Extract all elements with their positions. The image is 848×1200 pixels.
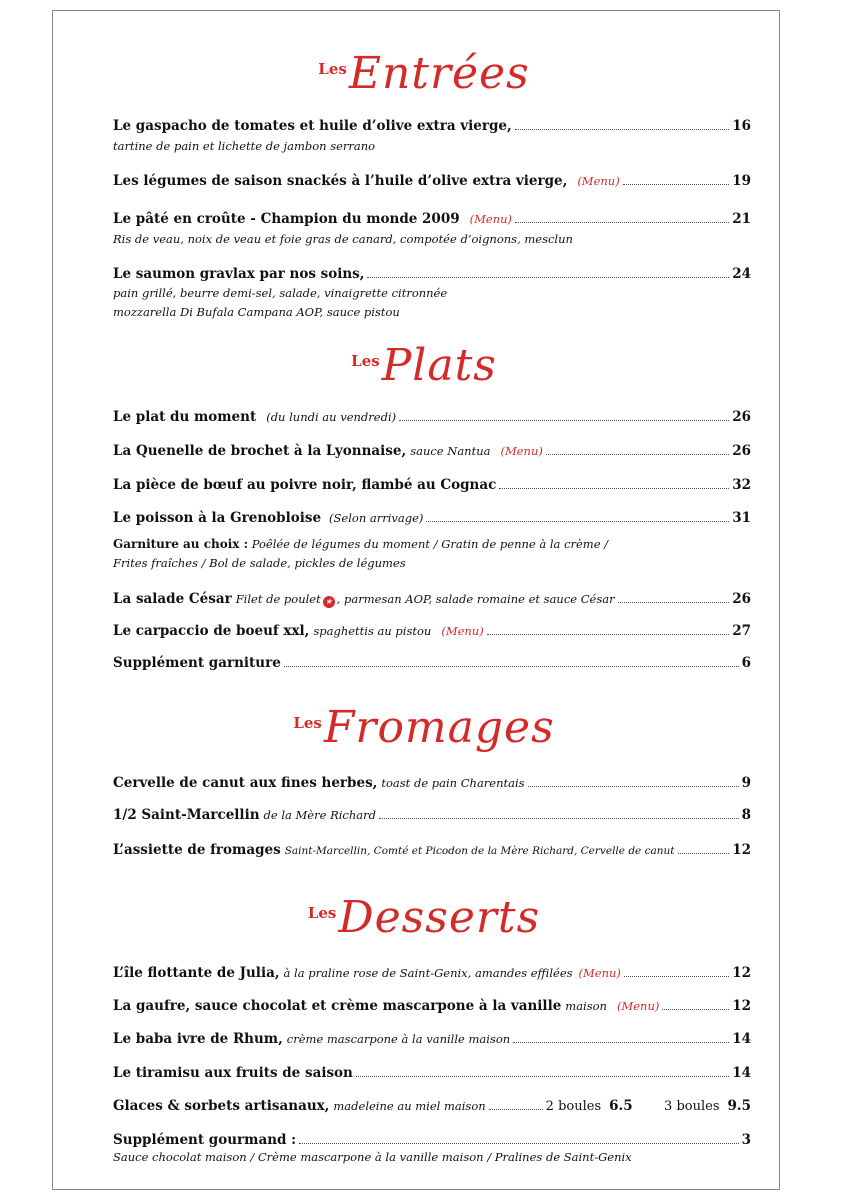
heading-les: Les	[318, 60, 347, 78]
menu-item	[113, 173, 751, 189]
item-note: de la Mère Richard	[263, 808, 376, 822]
item-note: sauce Nantua	[410, 444, 491, 458]
menu-item	[113, 118, 751, 156]
item-note-part: , parmesan AOP, salade romaine et sauce César	[336, 592, 615, 606]
dot-leader	[618, 602, 730, 603]
item-name: Le pâté en croûte - Champion du monde 2009	[113, 211, 460, 227]
menu-tag: (Menu)	[500, 444, 543, 458]
two-scoops-price: 6.5	[609, 1098, 633, 1114]
item-note: (Selon arrivage)	[329, 511, 424, 525]
dot-leader	[623, 184, 730, 185]
item-price: 3	[741, 1132, 751, 1148]
item-price: 31	[732, 510, 751, 526]
menu-item	[113, 623, 751, 639]
heading-title: Desserts	[338, 892, 541, 943]
garniture-options: Frites fraîches / Bol de salade, pickles de légumes	[113, 556, 406, 570]
dot-leader	[489, 1109, 543, 1110]
menu-item	[113, 409, 751, 425]
item-price: 12	[732, 998, 751, 1014]
item-name: Le baba ivre de Rhum,	[113, 1031, 283, 1047]
heading-title: Plats	[381, 340, 497, 391]
dot-leader	[624, 976, 729, 977]
item-name: L’assiette de fromages	[113, 842, 281, 858]
dot-leader	[487, 634, 730, 635]
item-price: 6	[741, 655, 751, 671]
dot-leader	[426, 521, 729, 522]
item-note: spaghettis au pistou	[313, 624, 432, 638]
item-price: 21	[732, 211, 751, 227]
menu-item	[113, 1098, 751, 1114]
menu-item	[113, 842, 751, 858]
dot-leader	[367, 277, 729, 278]
menu-tag: (Menu)	[441, 624, 484, 638]
menu-tag: (Menu)	[578, 966, 621, 980]
item-name: L’île flottante de Julia,	[113, 965, 280, 981]
dot-leader	[528, 786, 739, 787]
item-price: 12	[732, 965, 751, 981]
item-name: Le poisson à la Grenobloise	[113, 510, 322, 526]
menu-item	[113, 775, 751, 791]
section-heading-plats	[0, 340, 848, 391]
garniture-choices	[113, 535, 751, 573]
item-name: Le plat du moment	[113, 409, 257, 425]
heading-les: Les	[307, 904, 337, 922]
item-name: La salade César	[113, 591, 232, 607]
menu-item	[113, 1065, 751, 1081]
item-note: (du lundi au vendredi)	[266, 410, 397, 424]
item-price: 8	[741, 807, 751, 823]
item-name: Le tiramisu aux fruits de saison	[113, 1065, 353, 1081]
menu-item	[113, 655, 751, 671]
item-price: 19	[732, 173, 751, 189]
item-description: tartine de pain et lichette de jambon serrano	[113, 139, 376, 153]
item-name: La gaufre, sauce chocolat et crème mascarpone à la vanille	[113, 998, 562, 1014]
heading-les: Les	[293, 714, 322, 732]
menu-item	[113, 591, 751, 608]
item-price: 9	[741, 775, 751, 791]
dot-leader	[678, 853, 730, 854]
item-note: madeleine au miel maison	[333, 1099, 486, 1113]
item-name: Glaces & sorbets artisanaux,	[113, 1098, 330, 1114]
item-name: Supplément gourmand :	[113, 1132, 297, 1148]
heading-title: Fromages	[323, 702, 555, 753]
item-description: mozzarella Di Bufala Campana AOP, sauce pistou	[113, 305, 400, 319]
item-description: Ris de veau, noix de veau et foie gras de canard, compotée d’oignons, mesclun	[113, 232, 573, 246]
item-note: maison	[565, 999, 607, 1013]
garniture-options: Poêlée de légumes du moment / Gratin de penne à la crème /	[251, 537, 609, 551]
dot-leader	[546, 454, 729, 455]
item-note: crème mascarpone à la vanille maison	[286, 1032, 511, 1046]
chef-badge-icon: ★	[323, 596, 335, 608]
menu-item	[113, 1031, 751, 1047]
item-description: pain grillé, beurre demi-sel, salade, vinaigrette citronnée	[113, 286, 448, 300]
menu-item	[113, 443, 751, 459]
garniture-label: Garniture au choix :	[113, 537, 249, 551]
item-price: 32	[732, 477, 751, 493]
menu-item	[113, 998, 751, 1014]
menu-tag: (Menu)	[616, 999, 660, 1013]
item-name: Le carpaccio de boeuf xxl,	[113, 623, 310, 639]
menu-item	[113, 266, 751, 322]
menu-item	[113, 510, 751, 526]
item-price: 26	[732, 443, 751, 459]
heading-title: Entrées	[348, 48, 530, 99]
menu-tag: (Menu)	[577, 174, 620, 188]
item-name: La pièce de bœuf au poivre noir, flambé au Cognac	[113, 477, 497, 493]
section-heading-desserts	[0, 892, 848, 943]
item-note: Saint-Marcellin, Comté et Picodon de la Mère Richard, Cervelle de canut	[284, 845, 675, 857]
heading-les: Les	[351, 352, 380, 370]
dot-leader	[515, 129, 730, 130]
item-note	[236, 592, 615, 608]
item-description: Sauce chocolat maison / Crème mascarpone à la vanille maison / Pralines de Saint-Genix	[113, 1150, 632, 1164]
item-price: 12	[732, 842, 751, 858]
item-note: à la praline rose de Saint-Genix, amandes effilées	[283, 966, 573, 980]
menu-item	[113, 477, 751, 493]
dot-leader	[499, 488, 729, 489]
three-scoops-price: 9.5	[727, 1098, 751, 1114]
item-price: 14	[732, 1065, 751, 1081]
dot-leader	[513, 1042, 729, 1043]
menu-item	[113, 1132, 751, 1167]
item-price: 16	[732, 118, 751, 134]
menu-item	[113, 965, 751, 981]
item-price: 26	[732, 409, 751, 425]
item-note-part: Filet de poulet	[235, 592, 321, 606]
item-name: Cervelle de canut aux fines herbes,	[113, 775, 378, 791]
item-name: Le saumon gravlax par nos soins,	[113, 266, 365, 282]
dot-leader	[299, 1143, 738, 1144]
dot-leader	[284, 666, 739, 667]
item-name: La Quenelle de brochet à la Lyonnaise,	[113, 443, 407, 459]
section-heading-entrees	[0, 48, 848, 99]
menu-tag: (Menu)	[469, 212, 512, 226]
two-scoops-label: 2 boules	[545, 1099, 602, 1114]
three-scoops-label: 3 boules	[664, 1099, 720, 1114]
item-note: toast de pain Charentais	[381, 776, 525, 790]
item-name: 1/2 Saint-Marcellin	[113, 807, 260, 823]
dot-leader	[379, 818, 739, 819]
item-price: 24	[732, 266, 751, 282]
dot-leader	[399, 420, 729, 421]
dot-leader	[515, 222, 729, 223]
section-heading-fromages	[0, 702, 848, 753]
dot-leader	[356, 1076, 729, 1077]
menu-item	[113, 211, 751, 249]
dot-leader	[662, 1009, 729, 1010]
item-name: Les légumes de saison snackés à l’huile d’olive extra vierge,	[113, 173, 568, 189]
item-price: 27	[732, 623, 751, 639]
item-name: Supplément garniture	[113, 655, 281, 671]
menu-item	[113, 807, 751, 823]
item-name: Le gaspacho de tomates et huile d’olive extra vierge,	[113, 118, 512, 134]
item-price: 14	[732, 1031, 751, 1047]
item-price: 26	[732, 591, 751, 607]
